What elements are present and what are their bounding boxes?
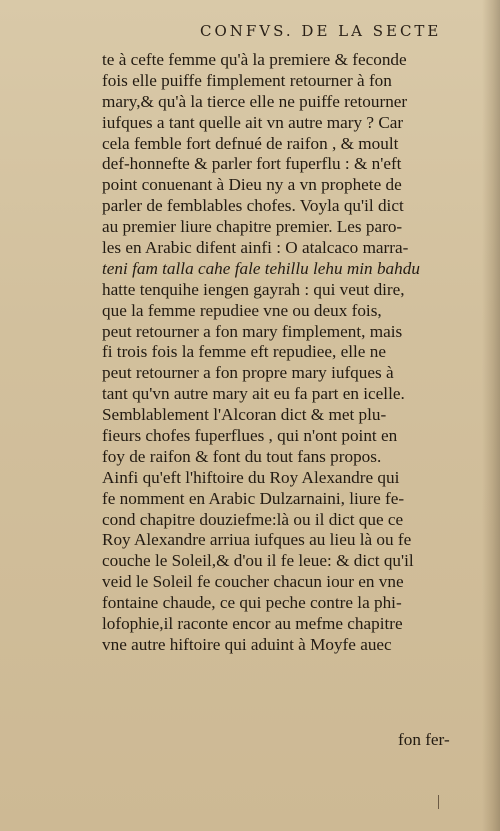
text-line: teni fam talla cahe fale tehillu lehu min bahdu [102, 258, 420, 278]
text-line: vne autre hiftoire qui aduint à Moyfe auec [102, 634, 392, 654]
text-line: Ainfi qu'eft l'hiftoire du Roy Alexandre qui [102, 467, 400, 487]
text-line: fois elle puiffe fimplement retourner à fon [102, 70, 392, 90]
text-line: couche le Soleil,& d'ou il fe leue: & dict qu'il [102, 551, 414, 571]
text-line: hatte tenquihe iengen gayrah : qui veut dire, [102, 279, 405, 299]
text-line: tant qu'vn autre mary ait eu fa part en icelle. [102, 384, 405, 404]
text-line: fe nomment en Arabic Dulzarnaini, liure fe- [102, 488, 405, 508]
text-line: Roy Alexandre arriua iufques au lieu là ou fe [102, 530, 412, 550]
text-line: fi trois fois la femme eft repudiee, elle ne [102, 342, 386, 362]
catchword: fon fer- [398, 730, 450, 749]
text-line: les en Arabic difent ainfi : O atalcaco marra- [102, 238, 409, 258]
text-line: te à cefte femme qu'à la premiere & feconde [102, 50, 407, 69]
text-line: que la femme repudiee vne ou deux fois, [102, 300, 382, 320]
text-line: fieurs chofes fuperflues , qui n'ont point en [102, 426, 398, 446]
text-line: cela femble fort defnué de raifon , & moult [102, 133, 399, 153]
text-line: Semblablement l'Alcoran dict & met plu- [102, 405, 387, 425]
text-line: cond chapitre douziefme:là ou il dict que ce [102, 509, 404, 529]
text-line: foy de raifon & font du tout fans propos. [102, 446, 382, 466]
text-line: fontaine chaude, ce qui peche contre la phi- [102, 593, 402, 613]
text-line: lofophie,il raconte encor au mefme chapitre [102, 614, 403, 634]
body-text [102, 50, 492, 656]
text-line: peut retourner a fon mary fimplement, mais [102, 321, 403, 341]
running-title: CONFVS. DE LA SECTE [200, 22, 442, 40]
text-line: au premier liure chapitre premier. Les paro- [102, 217, 403, 237]
text-line: parler de femblables chofes. Voyla qu'il dict [102, 196, 404, 216]
margin-mark [438, 795, 439, 809]
text-line: def-honnefte & parler fort fuperflu : & n'eft [102, 154, 402, 174]
text-line: veid le Soleil fe coucher chacun iour en vne [102, 572, 404, 592]
text-line: mary,& qu'à la tierce elle ne puiffe retourner [102, 91, 408, 111]
text-line: iufques a tant quelle ait vn autre mary ? Car [102, 112, 404, 132]
text-line: peut retourner a fon propre mary iufques à [102, 363, 394, 383]
text-line: point conuenant à Dieu ny a vn prophete de [102, 175, 402, 195]
